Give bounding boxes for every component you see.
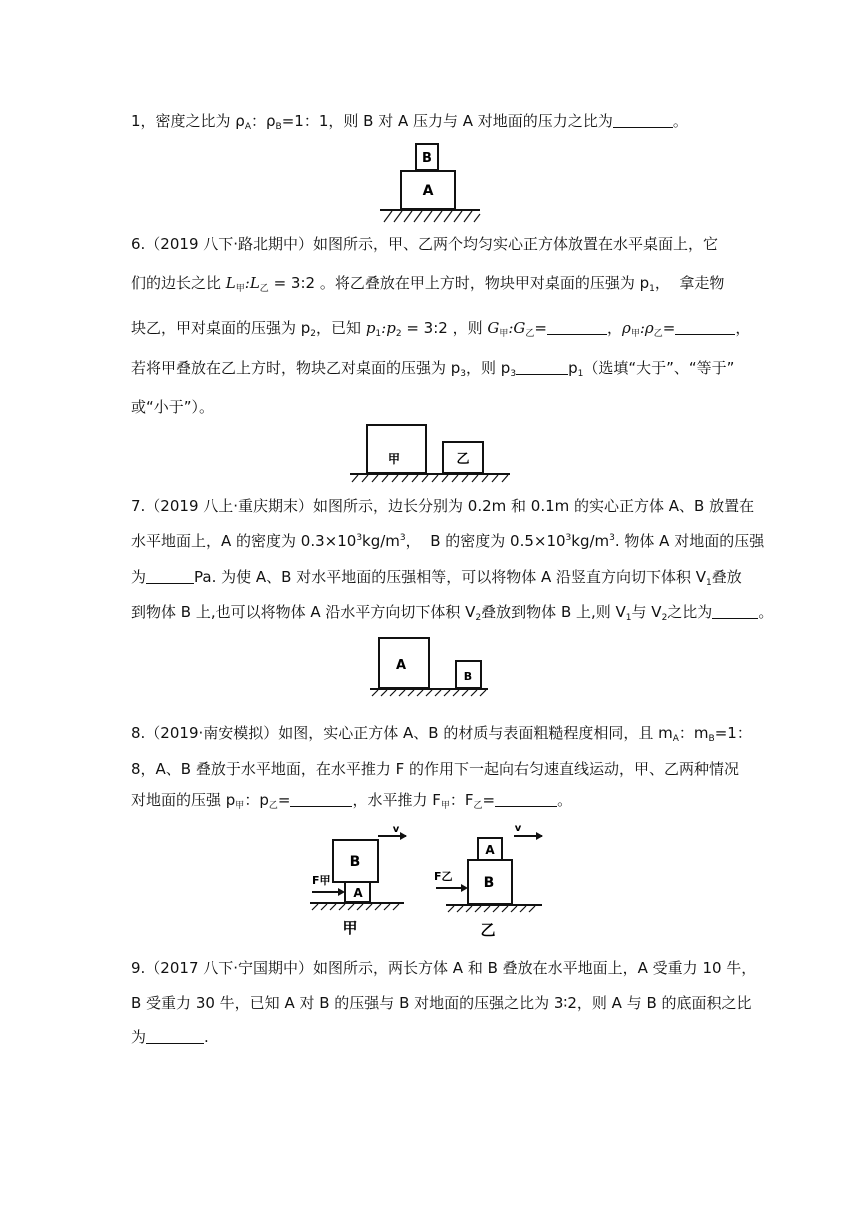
q8-left-velocity-label: v (392, 824, 400, 835)
q8-right-block-b-label: B (483, 875, 495, 891)
q7-line-1: 7.（2019 八上·重庆期末）如图所示，边长分别为 0.2m 和 0.1m 的实心正方体 A、B 放置在 (131, 497, 755, 515)
q6-line-4: 若将甲叠放在乙上方时，物块乙对桌面的压强为 $p_3$，则 $p_3$ $p_1$（选填“大于”、“等于” (131, 359, 735, 379)
q8-right-velocity-label: v (514, 823, 522, 834)
q8-blank-pressure-ratio (290, 792, 352, 807)
q8-right-caption: 乙 (480, 921, 496, 939)
q8-left-block-b-label: B (349, 854, 361, 870)
q9-blank-area-ratio (146, 1029, 204, 1044)
q9-line-2: B 受重力 30 牛，已知 A 对 B 的压强与 B 对地面的压强之比为 3∶2，则 A 与 B 的底面积之比 (131, 994, 752, 1012)
q6-block-yi-label: 乙 (456, 452, 470, 467)
q7-line-3: 为 Pa. 为使 A、B 对水平地面的压强相等，可以将物体 A 沿竖直方向切下体积 $V_1$叠放 (131, 568, 742, 588)
q8-figure-right (432, 818, 544, 940)
q8-figure-left (308, 820, 408, 938)
q1-block-b-label: B (422, 151, 432, 166)
q8-blank-force-ratio (495, 792, 557, 807)
q7-line-2: 水平地面上，A 的密度为 $0.3\times 10^3kg/m^3$， B 的密度为 $0.5\times 10^3kg/m^3$. 物体 A 对地面的压强 (131, 532, 765, 550)
q7-block-a-label: A (395, 658, 407, 673)
q6-line-3: 块乙，甲对桌面的压强为 $p_2$，已知 $p_1:p_2$ = 3:2 ，则 $G_甲:G_乙=$ ，$\rho_甲:\rho_乙=$ ， (131, 319, 751, 339)
q7-block-b-label: B (463, 670, 473, 683)
q7-figure (368, 634, 498, 698)
q6-line-1: 6.（2019 八下·路北期中）如图所示，甲、乙两个均匀实心正方体放置在水平桌面上，它 (131, 235, 719, 253)
q1-line-1: 1，密度之比为 $\rho_A$：$\rho_B=1$：1，则 B 对 A 压力与 A 对地面的压力之比为 。 (131, 112, 688, 132)
q8-line-1: 8.（2019·南安模拟）如图，实心正方体 A、B 的材质与表面粗糙程度相同，且 $m_A$：$m_B=1$： (131, 724, 752, 744)
q7-line-4: 到物体 B 上,也可以将物体 A 沿水平方向切下体积 $V_2$叠放到物体 B 上,则 $V_1$与 $V_2$之比为 。 (131, 603, 774, 623)
q8-left-caption: 甲 (342, 919, 358, 937)
q9-line-3: 为 . (131, 1028, 209, 1046)
q6-blank-compare (516, 360, 568, 375)
q6-blank-gravity-ratio (547, 320, 607, 335)
q1-figure (378, 142, 484, 224)
q6-line-2: 们的边长之比 $L_甲:L_乙$ = 3:2 。将乙叠放在甲上方时，物块甲对桌面的压强为 $p_1$， 拿走物 (131, 274, 725, 294)
q1-block-a-label: A (422, 183, 434, 199)
q6-line-5: 或“小于”）。 (131, 398, 215, 416)
q9-line-1: 9.（2017 八下·宁国期中）如图所示，两长方体 A 和 B 叠放在水平地面上，A 受重力 10 牛， (131, 959, 757, 977)
q8-left-force-label: F甲 (312, 874, 331, 887)
q7-blank-pressure (146, 569, 194, 584)
q8-line-2: 8，A、B 叠放于水平地面，在水平推力 F 的作用下一起向右匀速直线运动，甲、乙两种情况 (131, 760, 740, 778)
q8-right-block-a-label: A (485, 843, 495, 857)
q6-figure (348, 422, 514, 484)
q6-block-jia-label: 甲 (387, 452, 401, 466)
q8-left-block-a-label: A (353, 886, 363, 900)
q7-blank-volume-ratio (712, 604, 758, 619)
q8-line-3: 对地面的压强 $p_甲$：$p_乙=$ ，水平推力 $F_甲$：$F_乙=$ 。 (131, 791, 573, 811)
q1-answer-blank (613, 113, 673, 128)
q8-right-force-label: F乙 (434, 870, 453, 883)
q6-blank-density-ratio (675, 320, 735, 335)
